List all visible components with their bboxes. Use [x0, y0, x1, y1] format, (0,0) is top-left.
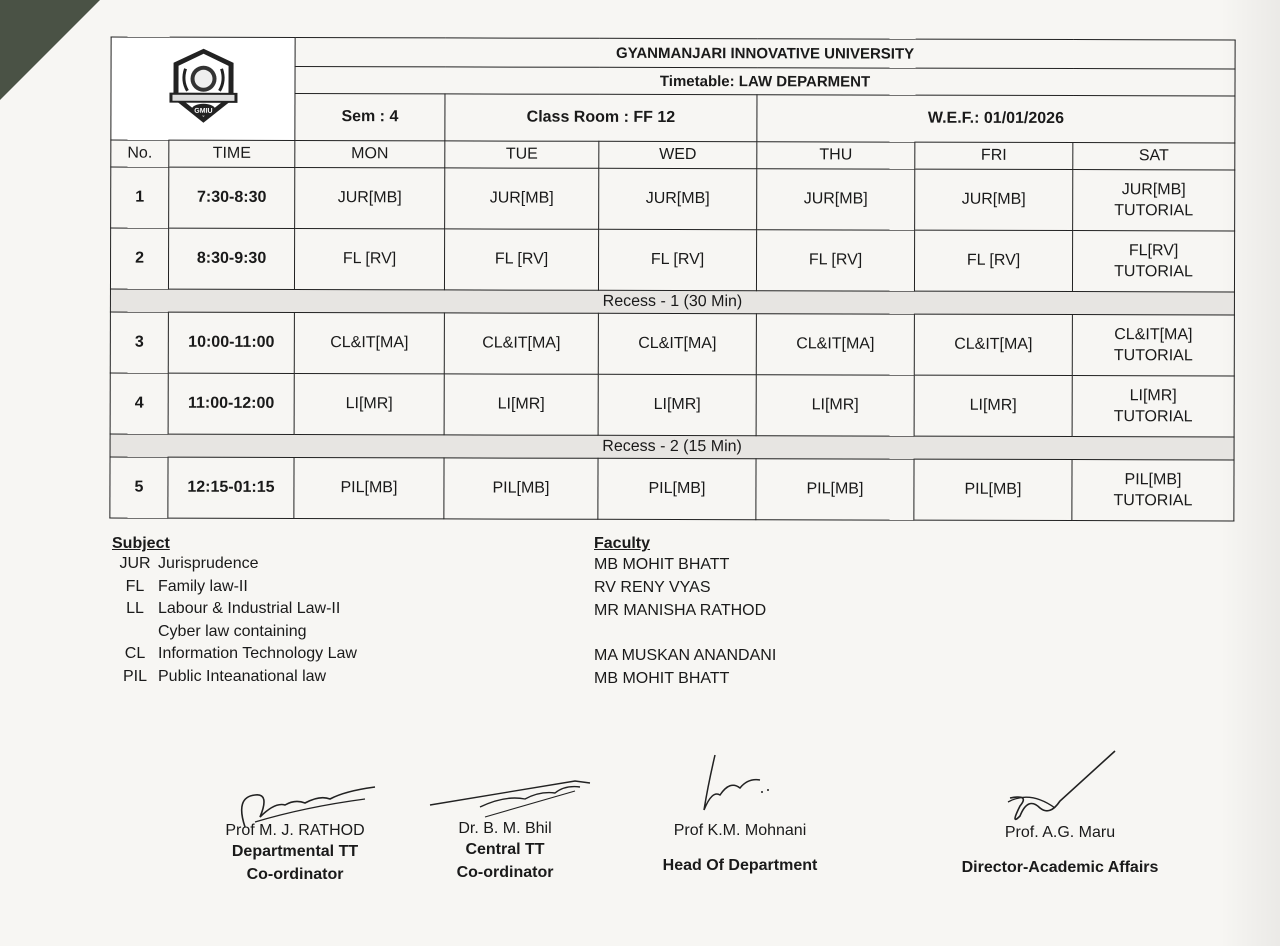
slot-time: 8:30-9:30 [168, 228, 294, 289]
sat-subject: FL[RV] [1128, 242, 1179, 260]
cell-tue: PIL[MB] [444, 458, 598, 519]
list-item [112, 643, 357, 666]
col-wed: WED [599, 141, 757, 168]
subject-abbr: PIL [122, 667, 147, 685]
cell-sat [1072, 376, 1234, 437]
subject-abbr: LL [126, 600, 144, 617]
signatory-role: Co-ordinator [456, 864, 554, 881]
subject-abbr [112, 621, 158, 644]
subject-name: Family law-II [158, 577, 248, 595]
subject-name: Cyber law containing [158, 622, 307, 640]
col-thu: THU [757, 142, 915, 169]
signatory-name: Prof K.M. Mohnani [673, 822, 807, 839]
table-row [110, 373, 1234, 437]
cell-thu: CL&IT[MA] [756, 314, 914, 375]
sat-note: TUTORIAL [1114, 202, 1194, 220]
university-logo-icon [163, 46, 243, 126]
signatory-role: Central TT [465, 841, 545, 858]
table-row [110, 312, 1234, 376]
subject-legend-title: Subject [112, 535, 170, 552]
faculty-item: MB MOHIT BHATT [594, 556, 730, 573]
university-name: GYANMANJARI INNOVATIVE UNIVERSITY [295, 38, 1235, 69]
sat-note: TUTORIAL [1113, 492, 1193, 510]
university-logo-cell [111, 37, 295, 140]
cell-mon: FL [RV] [294, 229, 444, 290]
signature-bhil-icon [425, 775, 595, 825]
sat-subject: LI[MR] [1129, 387, 1177, 405]
cell-thu: PIL[MB] [756, 459, 914, 520]
faculty-item: RV RENY VYAS [594, 579, 711, 596]
cell-tue: FL [RV] [444, 229, 598, 290]
cell-tue: JUR[MB] [445, 168, 599, 229]
cell-tue: CL&IT[MA] [444, 313, 598, 374]
slot-no: 2 [110, 228, 168, 289]
cell-fri: FL [RV] [914, 230, 1072, 291]
wef-date: W.E.F.: 01/01/2026 [757, 95, 1235, 143]
faculty-item: MR MANISHA RATHOD [594, 602, 767, 619]
signatory-role: Director-Academic Affairs [961, 859, 1159, 876]
table-row [110, 457, 1234, 521]
cell-tue: LI[MR] [444, 374, 598, 435]
subject-abbr: CL [124, 645, 146, 662]
cell-fri: CL&IT[MA] [914, 314, 1072, 375]
sat-note: TUTORIAL [1113, 347, 1193, 365]
signatory-role: Head Of Department [662, 857, 818, 874]
cell-fri: LI[MR] [914, 375, 1072, 436]
signature-block-mohnani [650, 822, 830, 877]
recess-row [110, 434, 1234, 460]
faculty-legend [594, 535, 776, 690]
cell-mon: LI[MR] [294, 374, 444, 435]
cell-thu: FL [RV] [756, 230, 914, 291]
signatory-role: Departmental TT [231, 843, 359, 860]
faculty-item: MA MUSKAN ANANDANI [594, 647, 777, 664]
signature-block-maru [940, 824, 1180, 879]
list-item [112, 621, 357, 644]
slot-no: 3 [110, 312, 168, 373]
sat-subject: JUR[MB] [1121, 181, 1186, 199]
recess-label: Recess - 2 (15 Min) [110, 434, 1234, 460]
signature-maru-icon [990, 746, 1120, 836]
cell-wed: JUR[MB] [599, 168, 757, 229]
faculty-legend-title: Faculty [594, 535, 651, 552]
signatory-name: Prof M. J. RATHOD [225, 822, 365, 839]
cell-fri: PIL[MB] [914, 459, 1072, 520]
list-item [112, 666, 357, 689]
signature-block-bhil [420, 820, 590, 884]
subject-abbr: JUR [119, 555, 151, 572]
classroom: Class Room : FF 12 [445, 94, 757, 142]
list-item [112, 553, 357, 576]
column-header-row [111, 140, 1235, 170]
slot-time: 7:30-8:30 [169, 167, 295, 228]
cell-mon: PIL[MB] [294, 458, 444, 519]
photo-background-corner [0, 0, 100, 100]
subject-name: Labour & Industrial Law-II [158, 600, 341, 617]
slot-time: 10:00-11:00 [168, 312, 294, 373]
list-item [112, 598, 357, 621]
subject-name: Public Inteanational law [158, 667, 327, 685]
table-row [110, 228, 1234, 292]
col-tue: TUE [445, 141, 599, 168]
cell-sat [1072, 315, 1234, 376]
subject-legend [112, 535, 357, 688]
sat-subject: PIL[MB] [1124, 471, 1182, 489]
slot-time: 12:15-01:15 [168, 457, 294, 518]
slot-time: 11:00-12:00 [168, 373, 294, 434]
cell-sat [1073, 170, 1235, 231]
cell-thu: JUR[MB] [757, 169, 915, 230]
col-fri: FRI [915, 142, 1073, 169]
cell-mon: CL&IT[MA] [294, 313, 444, 374]
recess-label: Recess - 1 (30 Min) [110, 289, 1234, 315]
cell-sat [1072, 231, 1234, 292]
timetable-title: Timetable: LAW DEPARMENT [295, 67, 1235, 96]
signature-mohnani-icon [690, 750, 780, 820]
timetable [109, 37, 1235, 522]
recess-row [110, 289, 1234, 315]
col-no: No. [111, 140, 169, 167]
cell-wed: FL [RV] [598, 229, 756, 290]
signature-block-rathod [205, 822, 385, 886]
subject-abbr: FL [125, 577, 145, 595]
sat-subject: CL&IT[MA] [1114, 326, 1193, 344]
cell-thu: LI[MR] [756, 375, 914, 436]
table-row [111, 167, 1235, 231]
faculty-item: MB MOHIT BHATT [594, 670, 730, 687]
semester: Sem : 4 [295, 94, 445, 141]
list-item [112, 576, 357, 599]
cell-mon: JUR[MB] [295, 168, 445, 229]
subject-name: Jurisprudence [158, 555, 259, 572]
col-sat: SAT [1073, 143, 1235, 170]
cell-wed: CL&IT[MA] [598, 313, 756, 374]
cell-wed: PIL[MB] [598, 458, 756, 519]
signature-rathod-icon [225, 777, 385, 837]
slot-no: 5 [110, 457, 168, 518]
cell-fri: JUR[MB] [915, 169, 1073, 230]
col-mon: MON [295, 141, 445, 168]
logo-text: GMIU [193, 107, 213, 115]
slot-no: 4 [110, 373, 168, 434]
sat-note: TUTORIAL [1113, 408, 1193, 426]
signatory-name: Prof. A.G. Maru [1004, 824, 1116, 841]
signatory-role: Co-ordinator [246, 866, 344, 883]
signatory-name: Dr. B. M. Bhil [458, 820, 552, 837]
subject-name: Information Technology Law [158, 645, 357, 662]
col-time: TIME [169, 140, 295, 167]
sat-note: TUTORIAL [1114, 263, 1193, 281]
cell-wed: LI[MR] [598, 374, 756, 435]
slot-no: 1 [111, 167, 169, 228]
cell-sat [1072, 460, 1234, 521]
